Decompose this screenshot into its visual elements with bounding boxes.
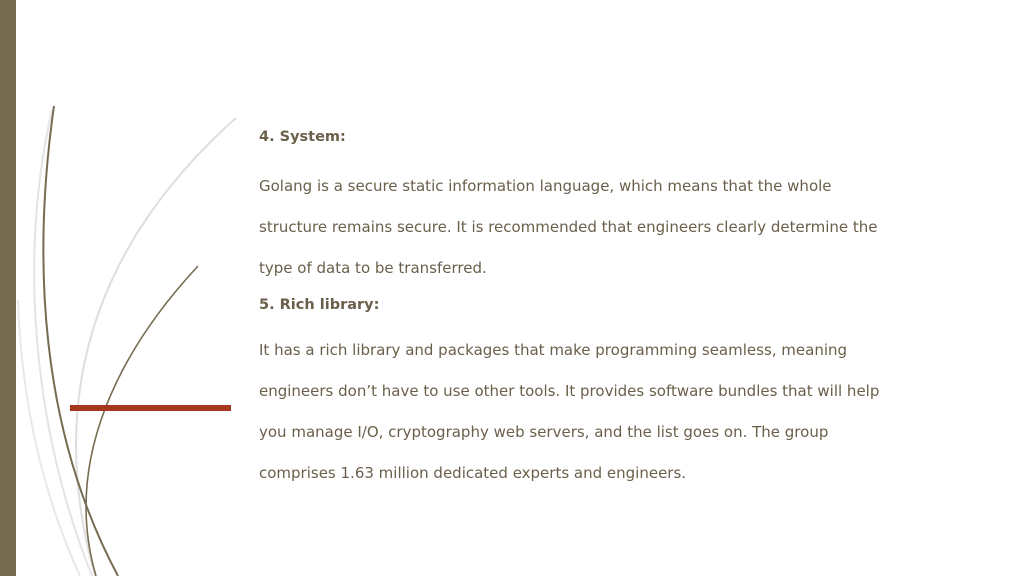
deco-curve-light-2 (34, 110, 92, 576)
decorative-curves (0, 0, 260, 576)
body-line: comprises 1.63 million dedicated experts and engineers. (259, 464, 687, 482)
section-heading-system: 4. System: (259, 129, 346, 145)
deco-curve-dark-2 (86, 266, 198, 576)
body-line: structure remains secure. It is recommended that engineers clearly determine the (259, 218, 878, 236)
section-body-rich-library (259, 330, 959, 494)
body-line: engineers don’t have to use other tools. It provides software bundles that will help (259, 382, 880, 400)
body-line: Golang is a secure static information language, which means that the whole (259, 177, 832, 195)
section-body-system (259, 166, 959, 289)
body-line: type of data to be transferred. (259, 259, 487, 277)
body-line: you manage I/O, cryptography web servers, and the list goes on. The group (259, 423, 829, 441)
deco-curve-light-1 (76, 118, 236, 576)
accent-rule (70, 405, 231, 411)
body-line: It has a rich library and packages that make programming seamless, meaning (259, 341, 848, 359)
section-heading-rich-library: 5. Rich library: (259, 297, 380, 313)
slide-content (259, 126, 959, 494)
